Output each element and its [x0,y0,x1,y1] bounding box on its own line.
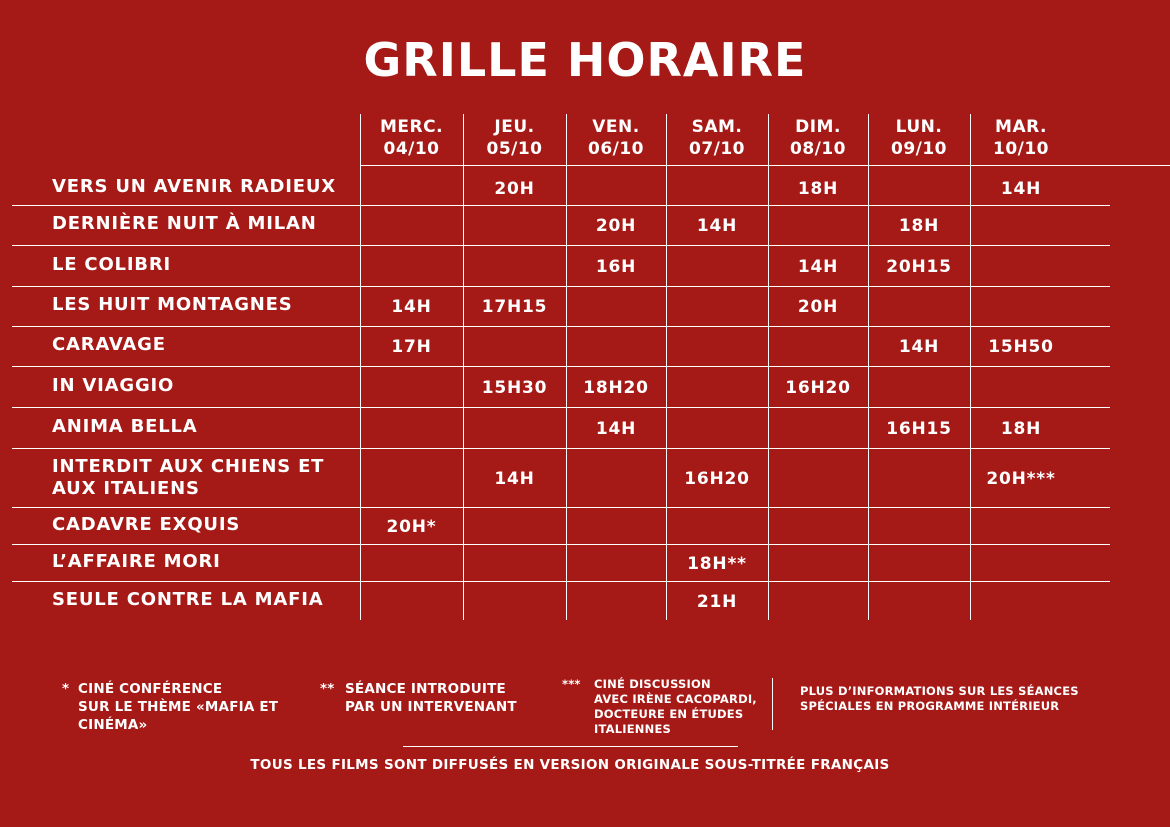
grid-row-line [12,286,1110,287]
grid-row-line [12,366,1110,367]
showtime: 18H [797,178,839,199]
showtime: 18H20 [583,377,649,398]
footnote [800,684,1079,714]
day-date: 04/10 [383,139,440,159]
film-title: LES HUIT MONTAGNES [52,294,293,315]
footer-note: TOUS LES FILMS SONT DIFFUSÉS EN VERSION ORIGINALE SOUS-TITRÉE FRANÇAIS [250,757,890,773]
showtime: 20H [494,178,535,199]
film-title: CARAVAGE [52,334,166,355]
showtime: 20H*** [986,468,1056,489]
notes-vertical-divider [772,678,773,730]
day-header [666,116,769,160]
film-title: DERNIÈRE NUIT À MILAN [52,213,317,234]
day-header [868,116,971,160]
day-header [360,116,463,160]
footnote-line: PAR UN INTERVENANT [345,699,517,715]
film-title: IN VIAGGIO [52,374,175,396]
footnote-line: ITALIENNES [594,722,671,736]
grid-row-line [12,507,1110,508]
showtime: 17H15 [481,297,548,317]
footnote [62,680,278,734]
grid-row-line [12,205,1110,206]
footnote [562,677,757,737]
grid-row-line [12,544,1110,545]
showtime: 14H [494,468,535,489]
footnote-line: AVEC IRÈNE CACOPARDI, [594,692,757,706]
grid-row-line [12,448,1110,449]
showtime: 16H15 [886,418,952,439]
film-title: VERS UN AVENIR RADIEUX [52,175,336,197]
day-date: 09/10 [890,139,948,159]
footnote-line: SUR LE THÈME «MAFIA ET [78,699,279,715]
showtime: 21H [696,591,738,612]
footnote-line: CINÉ CONFÉRENCE [78,681,223,697]
showtime: 16H20 [684,468,750,489]
showtime: 20H15 [886,256,952,277]
showtime: 14H [696,216,738,236]
film-title: INTERDIT AUX CHIENS ET AUX ITALIENS [52,455,325,499]
footnote-line: CINÉMA» [78,717,148,733]
showtime: 20H [595,216,637,236]
showtime: 16H20 [785,377,851,398]
showtime: 15H30 [481,377,548,398]
film-title: LE COLIBRI [52,253,171,275]
day-name: DIM. [795,117,841,137]
footer-divider [403,746,738,747]
grid-row-line [12,407,1110,408]
day-header [565,116,668,160]
showtime: 14H [898,337,940,357]
showtime: 17H [391,337,432,357]
showtime: 18H [898,216,940,236]
footnote-line: DOCTEURE EN ÉTUDES [594,707,744,721]
day-date: 10/10 [992,139,1050,159]
day-name: SAM. [691,117,743,137]
showtime: 14H [1000,178,1042,199]
film-title: L’AFFAIRE MORI [52,550,221,572]
schedule-grid [0,112,1110,622]
footnote-mark: * [62,681,70,697]
grid-header-line [360,165,1170,166]
footnote-mark: *** [562,677,581,691]
grid-row-line [12,245,1110,246]
day-name: MAR. [995,117,1047,137]
footnote-line: PLUS D’INFORMATIONS SUR LES SÉANCES [800,684,1079,698]
film-title: ANIMA BELLA [52,415,198,437]
day-date: 06/10 [587,139,645,159]
showtime: 14H [391,297,432,317]
day-name: JEU. [494,117,535,137]
day-date: 08/10 [789,139,847,159]
day-header [767,116,870,160]
day-name: LUN. [895,117,943,137]
showtime: 18H** [687,553,747,574]
film-title: SEULE CONTRE LA MAFIA [52,588,324,610]
footnote-line: CINÉ DISCUSSION [594,677,711,691]
day-date: 05/10 [486,139,543,159]
page-title: GRILLE HORAIRE [363,33,807,87]
day-header [970,116,1073,160]
footnote-line: SÉANCE INTRODUITE [345,681,506,697]
showtime: 18H [1000,418,1042,439]
footnote [320,680,517,716]
showtime: 15H50 [988,337,1054,357]
showtime: 16H [595,256,637,277]
showtime: 20H* [386,516,437,537]
film-title: CADAVRE EXQUIS [52,513,241,535]
footnote-mark: ** [320,681,335,697]
showtime: 14H [595,418,637,439]
footnote-line: SPÉCIALES EN PROGRAMME INTÉRIEUR [800,699,1060,713]
day-date: 07/10 [688,139,746,159]
day-name: MERC. [379,117,444,137]
grid-row-line [12,326,1110,327]
showtime: 20H [797,297,839,317]
day-name: VEN. [592,117,640,137]
day-header [463,116,566,160]
showtime: 14H [797,256,839,277]
grid-row-line [12,581,1110,582]
